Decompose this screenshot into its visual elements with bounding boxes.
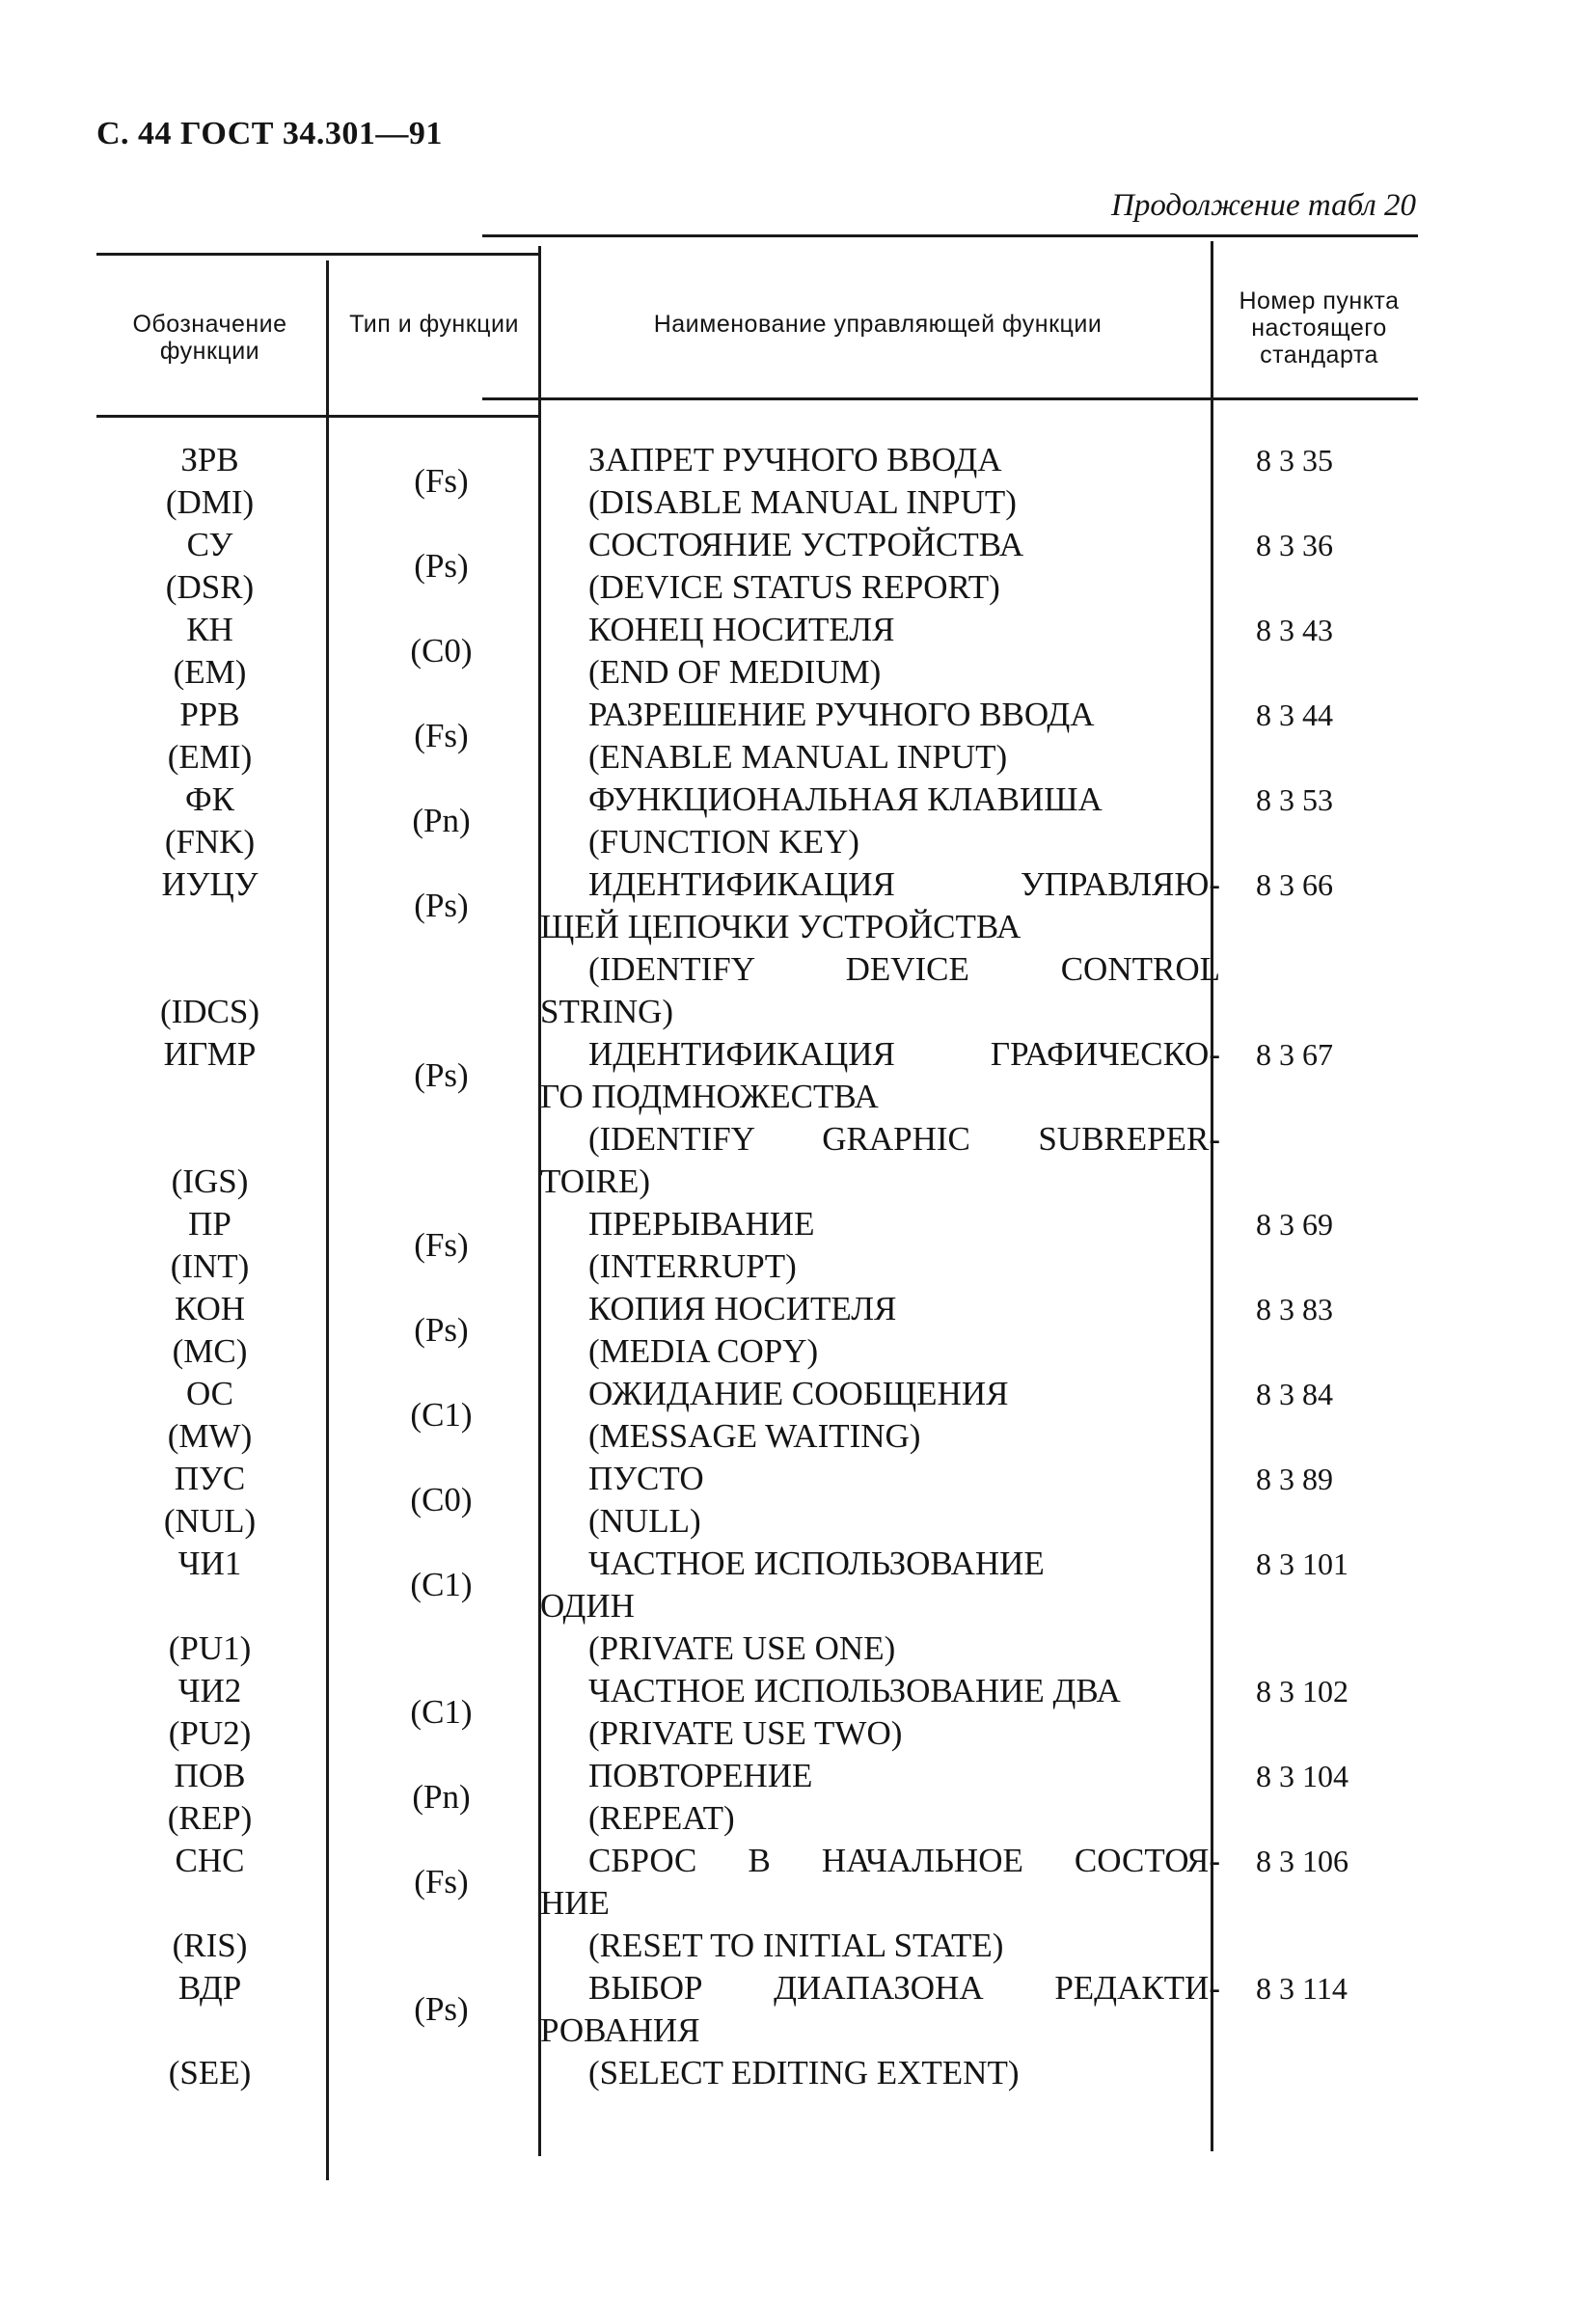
clause-number: 8 3 104 <box>1256 1759 1348 1793</box>
table-row-code <box>101 1373 318 1458</box>
clause-number: 8 3 69 <box>1256 1207 1333 1242</box>
table-row-code <box>101 439 318 524</box>
function-name-line: (RESET TO INITIAL STATE) <box>588 1927 1004 1964</box>
function-abbreviation: (MC) <box>172 1332 248 1370</box>
clause-number: 8 3 44 <box>1256 697 1333 732</box>
clause-number: 8 3 101 <box>1256 1546 1348 1581</box>
function-code: ИГМР <box>163 1035 257 1073</box>
function-type: (Fs) <box>414 462 469 500</box>
function-name-line: (PRIVATE USE TWO) <box>588 1714 903 1752</box>
function-type: (Ps) <box>414 887 469 924</box>
table-row-code <box>101 1670 318 1755</box>
function-code: ЧИ1 <box>177 1545 242 1582</box>
ref-column <box>1217 439 1420 2094</box>
clause-number: 8 3 89 <box>1256 1462 1333 1496</box>
function-code: ИУЦУ <box>161 865 259 903</box>
header-bottom-rule-right <box>482 397 1418 400</box>
function-name-line: TOIRE) <box>540 1162 651 1200</box>
function-name <box>540 863 1220 1033</box>
function-name <box>540 1840 1220 1967</box>
function-abbreviation: (PU1) <box>168 1629 252 1667</box>
function-type: (Ps) <box>414 1056 469 1094</box>
function-abbreviation: (IGS) <box>171 1162 249 1200</box>
function-type: (Ps) <box>414 1990 469 2028</box>
clause-number: 8 3 102 <box>1256 1674 1348 1709</box>
header-type: Тип и функции <box>349 311 519 338</box>
function-code: ПР <box>188 1205 232 1243</box>
function-type: (C1) <box>410 1396 473 1434</box>
function-name-line: (END OF MEDIUM) <box>588 653 882 691</box>
function-code: ЧИ2 <box>177 1672 242 1709</box>
function-type: (C1) <box>410 1566 473 1603</box>
function-abbreviation: (EM) <box>173 653 247 691</box>
function-name-line: (MESSAGE WAITING) <box>588 1417 921 1455</box>
clause-number: 8 3 43 <box>1256 613 1333 647</box>
function-name-line: ЗАПРЕТ РУЧНОГО ВВОДА <box>588 441 1002 478</box>
function-name-line: ОЖИДАНИЕ СООБЩЕНИЯ <box>588 1375 1009 1412</box>
function-abbreviation: (NUL) <box>163 1502 257 1540</box>
function-code: ЗРВ <box>180 441 239 478</box>
function-name <box>540 1373 1220 1458</box>
function-name-line: СБРОС В НАЧАЛЬНОЕ СОСТОЯ- <box>588 1842 1220 1879</box>
function-name-line: ПУСТО <box>588 1460 704 1497</box>
table-row-code <box>101 694 318 779</box>
function-name-line: ПРЕРЫВАНИЕ <box>588 1205 815 1243</box>
function-name-line: (INTERRUPT) <box>588 1247 797 1285</box>
function-abbreviation: (FNK) <box>164 823 256 861</box>
function-code: КОН <box>174 1290 246 1327</box>
function-name-line: (ENABLE MANUAL INPUT) <box>588 738 1008 776</box>
function-abbreviation: (EMI) <box>167 738 253 776</box>
function-code: СУ <box>186 526 233 563</box>
header-ref: Номер пункта настоящего стандарта <box>1239 287 1400 369</box>
function-name-line: STRING) <box>540 993 674 1030</box>
clause-number: 8 3 106 <box>1256 1844 1348 1878</box>
function-name <box>540 779 1220 863</box>
function-name-line: ВЫБОР ДИАПАЗОНА РЕДАКТИ- <box>588 1969 1220 2007</box>
table-row-code <box>101 1840 318 1967</box>
function-name-line: (NULL) <box>588 1502 701 1540</box>
table-top-rule-right <box>482 234 1418 237</box>
function-type: (Fs) <box>414 1863 469 1900</box>
function-abbreviation: (IDCS) <box>159 993 260 1030</box>
function-type: (Ps) <box>414 547 469 585</box>
header-code: Обозначение функции <box>132 311 287 365</box>
function-name <box>540 1755 1220 1840</box>
function-name <box>540 524 1220 609</box>
function-type: (Pn) <box>412 1778 471 1816</box>
function-name-line: ГО ПОДМНОЖЕСТВА <box>540 1078 879 1115</box>
function-abbreviation: (SEE) <box>168 2054 252 2092</box>
table-row-code <box>101 1033 318 1203</box>
function-name-line: ЧАСТНОЕ ИСПОЛЬЗОВАНИЕ <box>588 1545 1045 1582</box>
clause-number: 8 3 35 <box>1256 443 1333 478</box>
function-name-line: (FUNCTION KEY) <box>588 823 859 861</box>
table-row-code <box>101 1543 318 1670</box>
function-type: (C0) <box>410 1481 473 1518</box>
function-name-line: (REPEAT) <box>588 1799 735 1837</box>
function-name-line: ИДЕНТИФИКАЦИЯ ГРАФИЧЕСКО- <box>588 1035 1220 1073</box>
function-name-line: СОСТОЯНИЕ УСТРОЙСТВА <box>588 526 1024 563</box>
function-name-line: (DISABLE MANUAL INPUT) <box>588 483 1017 521</box>
function-type: (C0) <box>410 632 473 670</box>
function-name <box>540 1670 1220 1755</box>
table-row-code <box>101 609 318 694</box>
function-type: (Fs) <box>414 1226 469 1264</box>
function-code: ФК <box>185 780 234 818</box>
function-name <box>540 1967 1220 2094</box>
function-name-line: РАЗРЕШЕНИЕ РУЧНОГО ВВОДА <box>588 696 1095 733</box>
function-name <box>540 1033 1220 1203</box>
table-row-code <box>101 1458 318 1543</box>
function-type: (Pn) <box>412 802 471 839</box>
function-name-line: (IDENTIFY DEVICE CONTROL <box>588 950 1220 988</box>
function-type: (C1) <box>410 1693 473 1731</box>
function-abbreviation: (REP) <box>167 1799 253 1837</box>
function-name-line: НИЕ <box>540 1884 610 1922</box>
function-name <box>540 1543 1220 1670</box>
table-row-code <box>101 779 318 863</box>
table-row-code <box>101 1203 318 1288</box>
clause-number: 8 3 53 <box>1256 782 1333 817</box>
clause-number: 8 3 67 <box>1256 1037 1333 1072</box>
function-code: СНС <box>175 1842 245 1879</box>
function-abbreviation: (PU2) <box>168 1714 252 1752</box>
function-name-line: ИДЕНТИФИКАЦИЯ УПРАВЛЯЮ- <box>588 865 1220 903</box>
function-type: (Ps) <box>414 1311 469 1349</box>
page-header: С. 44 ГОСТ 34.301—91 <box>96 116 443 151</box>
function-abbreviation: (MW) <box>167 1417 253 1455</box>
function-name <box>540 1458 1220 1543</box>
function-name <box>540 1288 1220 1373</box>
column-divider-1 <box>326 260 329 2180</box>
function-name-line: ФУНКЦИОНАЛЬНАЯ КЛАВИША <box>588 780 1103 818</box>
function-type: (Fs) <box>414 717 469 754</box>
header-bottom-rule <box>96 415 540 418</box>
function-name-line: (DEVICE STATUS REPORT) <box>588 568 1000 606</box>
function-name-line: ОДИН <box>540 1587 635 1625</box>
table-top-rule <box>96 253 540 256</box>
function-code: ВДР <box>177 1969 242 2007</box>
clause-number: 8 3 84 <box>1256 1377 1333 1411</box>
function-name-line: (MEDIA COPY) <box>588 1332 819 1370</box>
clause-number: 8 3 36 <box>1256 528 1333 562</box>
table-continuation-label: Продолжение табл 20 <box>1111 188 1416 223</box>
function-name-line: (IDENTIFY GRAPHIC SUBREPER- <box>588 1120 1220 1158</box>
function-name-line: КОПИЯ НОСИТЕЛЯ <box>588 1290 897 1327</box>
function-code: ПУС <box>174 1460 246 1497</box>
table-row-code <box>101 1755 318 1840</box>
function-name-line: ЧАСТНОЕ ИСПОЛЬЗОВАНИЕ ДВА <box>588 1672 1121 1709</box>
code-column <box>101 439 318 2094</box>
function-name-line: КОНЕЦ НОСИТЕЛЯ <box>588 611 895 648</box>
function-name <box>540 1203 1220 1288</box>
type-column <box>357 439 526 2094</box>
function-name <box>540 609 1220 694</box>
function-code: ПОВ <box>174 1757 246 1794</box>
function-name-line: (PRIVATE USE ONE) <box>588 1629 896 1667</box>
function-code: ОС <box>185 1375 234 1412</box>
function-name-line: ПОВТОРЕНИЕ <box>588 1757 813 1794</box>
table-row-code <box>101 1967 318 2094</box>
function-abbreviation: (DSR) <box>165 568 255 606</box>
name-column <box>540 439 1220 2094</box>
function-name-line: ЩЕЙ ЦЕПОЧКИ УСТРОЙСТВА <box>540 908 1022 945</box>
clause-number: 8 3 83 <box>1256 1292 1333 1326</box>
function-code: КН <box>186 611 233 648</box>
function-name <box>540 439 1220 524</box>
function-abbreviation: (INT) <box>170 1247 250 1285</box>
function-name <box>540 694 1220 779</box>
function-code: РРВ <box>179 696 240 733</box>
table-row-code <box>101 863 318 1033</box>
header-name: Наименование управляющей функции <box>653 311 1103 338</box>
clause-number: 8 3 66 <box>1256 867 1333 902</box>
function-name-line: РОВАНИЯ <box>540 2011 700 2049</box>
clause-number: 8 3 114 <box>1256 1971 1348 2006</box>
table-row-code <box>101 524 318 609</box>
table-row-code <box>101 1288 318 1373</box>
function-abbreviation: (RIS) <box>172 1927 248 1964</box>
function-abbreviation: (DMI) <box>165 483 255 521</box>
function-name-line: (SELECT EDITING EXTENT) <box>588 2054 1020 2092</box>
